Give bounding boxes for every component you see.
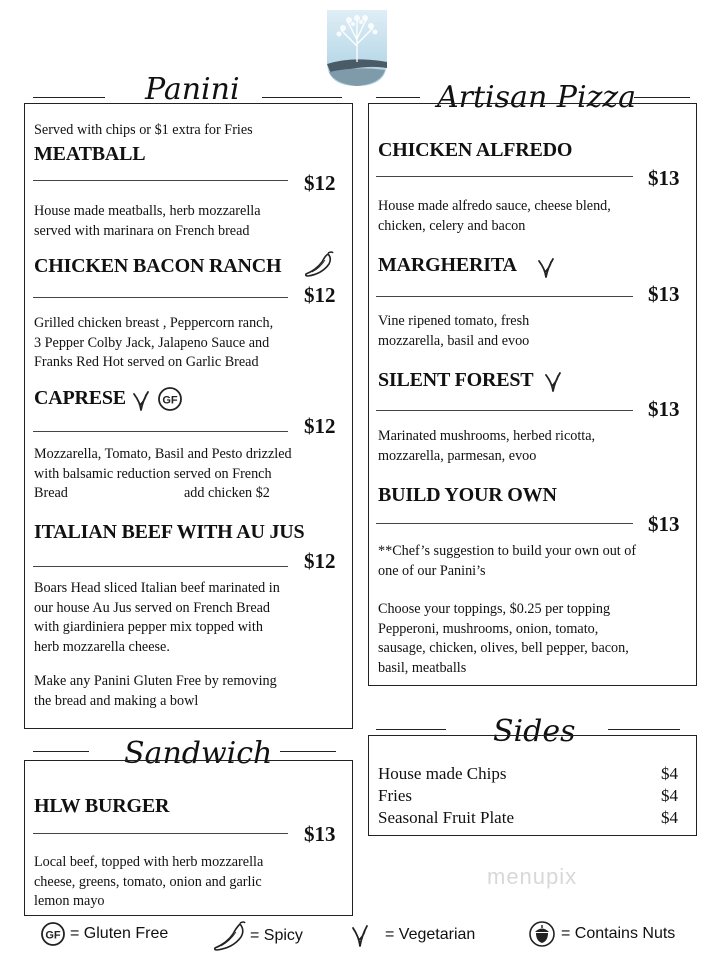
menu-item-name: ITALIAN BEEF WITH AU JUS [34,521,305,543]
menu-item-description: Mozzarella, Tomato, Basil and Pesto drizzled with balsamic reduction served on French Bread add chicken $2 [34,445,344,504]
side-item-price: $4 [661,786,678,805]
legend-vegetarian: = Vegetarian [385,926,476,943]
menu-item-description: Boars Head sliced Italian beef marinated in our house Au Jus served on French Bread with giardiniera pepper mix topped with herb mozzarella cheese. [34,580,280,655]
menu-item-description: **Chef’s suggestion to build your own out of one of our Panini’s [378,543,637,579]
menu-item-price: $13 [304,822,336,846]
menu-item-name: MARGHERITA [378,254,517,276]
menu-item-name: SILENT FOREST [378,369,534,391]
panini-gluten-free-note: Make any Panini Gluten Free by removing the bread and making a bowl [34,673,277,709]
leaf-icon [536,255,556,279]
section-title-panini: Panini [145,72,240,107]
side-item-name: Fries [378,786,412,805]
section-title-sides: Sides [493,714,576,749]
section-title-pizza: Artisan Pizza [437,80,637,115]
menu-item-description: Grilled chicken breast , Peppercorn ranch, 3 Pepper Colby Jack, Jalapeno Sauce and Franks Red Hot served on Garlic Bread [34,315,274,370]
menu-item-description: Local beef, topped with herb mozzarella cheese, greens, tomato, onion and garlic lemon mayo [34,854,264,909]
gluten-free-icon [40,921,66,947]
gluten-free-icon [157,386,183,412]
legend-contains-nuts: = Contains Nuts [561,925,676,942]
chili-pepper-icon [302,250,334,278]
leaf-icon [131,388,151,412]
panini-title-rule-left [33,97,105,98]
menu-item-price: $12 [304,283,336,307]
sandwich-title-rule-right [280,751,336,752]
watermark: menupix [487,864,578,889]
price-leader-line [33,833,288,834]
pizza-title-rule-right [634,97,690,98]
side-item-price: $4 [661,808,678,827]
menu-item-price: $13 [648,166,680,190]
price-leader-line [376,176,633,177]
section-title-sandwich: Sandwich [124,736,273,771]
sides-title-rule-left [376,729,446,730]
price-leader-line [376,410,633,411]
svg-text:GF: GF [162,394,178,407]
menu-item-price: $13 [648,512,680,536]
menu-item-name: BUILD YOUR OWN [378,484,557,506]
menu-item-description: Marinated mushrooms, herbed ricotta, mozzarella, parmesan, evoo [378,428,596,464]
side-item-name: Seasonal Fruit Plate [378,808,514,827]
chili-pepper-icon [212,920,246,952]
pizza-title-rule-left [376,97,420,98]
side-item-price: $4 [661,764,678,783]
price-leader-line [376,523,633,524]
price-leader-line [376,296,633,297]
menu-item-name: MEATBALL [34,143,146,165]
menu-item-price: $12 [304,549,336,573]
menu-item-description: Vine ripened tomato, fresh mozzarella, basil and evoo [378,313,530,349]
legend-spicy: = Spicy [250,927,303,944]
leaf-icon [543,369,563,393]
menu-item-description: House made alfredo sauce, cheese blend, chicken, celery and bacon [378,198,611,234]
price-leader-line [33,431,288,432]
menu-item-description: House made meatballs, herb mozzarella served with marinara on French bread [34,203,261,239]
price-leader-line [33,180,288,181]
pizza-toppings-list: Choose your toppings, $0.25 per topping Pepperoni, mushrooms, onion, tomato, sausage, chicken, olives, bell pepper, bacon, basil, meatballs [378,601,629,676]
menu-item-name: CAPRESE [34,387,126,409]
legend-gluten-free: = Gluten Free [70,925,169,942]
price-leader-line [33,566,288,567]
menu-item-price: $13 [648,282,680,306]
menu-item-name: CHICKEN ALFREDO [378,139,573,161]
leaf-icon [350,922,370,948]
svg-text:GF: GF [45,929,61,942]
panini-title-rule-right [262,97,342,98]
menu-item-name: CHICKEN BACON RANCH [34,255,282,277]
menu-item-name: HLW BURGER [34,795,170,817]
add-on-note: add chicken $2 [184,485,270,501]
price-leader-line [33,297,288,298]
panini-intro: Served with chips or $1 extra for Fries [34,122,253,138]
sides-title-rule-right [608,729,680,730]
sandwich-title-rule-left [33,751,89,752]
side-item-name: House made Chips [378,764,507,783]
acorn-icon [528,920,556,948]
menu-item-price: $12 [304,414,336,438]
menu-item-price: $13 [648,397,680,421]
menu-item-price: $12 [304,171,336,195]
logo-tree-icon [323,6,391,88]
